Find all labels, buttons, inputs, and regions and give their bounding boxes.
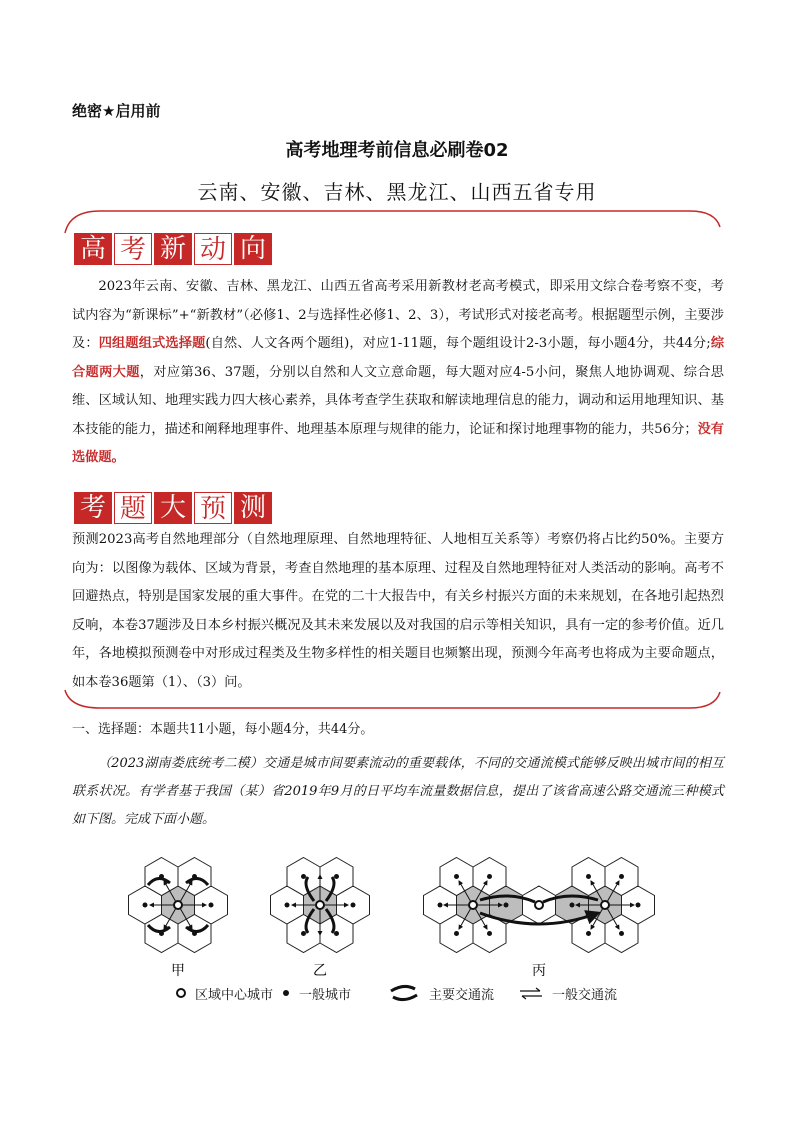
center-city-icon xyxy=(175,987,187,999)
legend-center-city: 区域中心城市 xyxy=(195,987,274,1003)
badge-char: 高 xyxy=(74,233,112,265)
main-flow-icon xyxy=(387,983,421,1003)
legend-normal-city: 一般城市 xyxy=(299,987,352,1003)
confidential-label: 绝密★启用前 xyxy=(72,102,161,120)
badge-char: 考 xyxy=(74,492,112,524)
badge-char: 预 xyxy=(194,492,232,524)
badge-char: 新 xyxy=(154,233,192,265)
legend-main-flow: 主要交通流 xyxy=(429,987,495,1003)
paper-title: 高考地理考前信息必刷卷02 xyxy=(285,140,509,161)
pattern-bing xyxy=(424,858,655,953)
trends-paragraph xyxy=(72,273,724,473)
badge-char: 考 xyxy=(114,233,152,265)
pattern-jia xyxy=(129,858,228,953)
trends-highlight-3: 没有选做题。 xyxy=(72,421,724,465)
badge-new-trends xyxy=(74,233,272,265)
trends-text-c: ，对应第36、37题，分别以自然和人文立意命题，每大题对应4-5小问，聚焦人地协调观、综合思维、区域认知、地理实践力四大核心素养，具体考查学生获取和解读地理信息的能力，调动和运用地理知识、基本技能的能力，描述和阐释地理事件、地理基本原理与规律的能力，论证和探讨地理事物的能力，共56分； xyxy=(72,364,724,437)
badge-char: 向 xyxy=(234,233,272,265)
prediction-text: 预测2023高考自然地理部分（自然地理原理、自然地理特征、人地相互关系等）考察仍将占比约50%。主要方向为：以图像为载体、区域为背景，考查自然地理的基本原理、过程及自然地理特征对人类活动的影响。高考不回避热点，特别是国家发展的重大事件。在党的二十大报告中，有关乡村振兴方面的未来规划，在各地引起热烈反响，本卷37题涉及日本乡村振兴概况及其未来发展以及对我国的启示等相关知识，具有一定的参考价值。近几年，各地模拟预测卷中对形成过程类及生物多样性的相关题目也频繁出现，预测今年高考也将成为主要命题点，如本卷36题第（1）、（3）问。 xyxy=(72,532,724,690)
normal-flow-icon xyxy=(518,986,544,1000)
prediction-paragraph xyxy=(72,526,724,697)
normal-city-icon xyxy=(281,988,291,998)
paper-subtitle: 云南、安徽、吉林、黑龙江、山西五省专用 xyxy=(197,180,597,204)
traffic-flow-figure xyxy=(110,850,670,980)
label-jia: 甲 xyxy=(171,963,185,979)
label-bing: 丙 xyxy=(532,963,546,979)
badge-char: 大 xyxy=(154,492,192,524)
question-stem: （2023湖南娄底统考二模）交通是城市间要素流动的重要载体，不同的交通流模式能够反映出城市间的相互联系状况。有学者基于我国（某）省2019年9月的日平均车流量数据信息，提出了该省高速公路交通流三种模式如下图。完成下面小题。 xyxy=(72,756,724,827)
trends-text-b: (自然、人文各两个题组)，对应1-11题，每个题组设计2-3小题，每小题4分，共44分; xyxy=(205,336,711,351)
section-frame-top xyxy=(60,205,725,235)
legend-normal-flow: 一般交通流 xyxy=(552,987,618,1003)
badge-char: 测 xyxy=(234,492,272,524)
question-heading: 一、选择题：本题共11小题，每小题4分，共44分。 xyxy=(72,722,374,737)
section-frame-bottom xyxy=(60,688,725,712)
pattern-yi xyxy=(271,858,370,953)
badge-char: 题 xyxy=(114,492,152,524)
figure-legend xyxy=(175,983,617,1003)
label-yi: 乙 xyxy=(313,963,327,979)
badge-prediction xyxy=(74,492,272,524)
trends-highlight-2: 综合题两大题 xyxy=(72,336,725,380)
badge-char: 动 xyxy=(194,233,232,265)
trends-text-a: 2023年云南、安徽、吉林、黑龙江、山西五省高考采用新教材老高考模式，即采用文综合卷考察不变，考试内容为“新课标”+“新教材”（必修1、2与选择性必修1、2、3），考试形式对接老高考。根据题型示例，主要涉及： xyxy=(72,279,724,351)
trends-highlight-1: 四组题组式选择题 xyxy=(98,336,206,351)
